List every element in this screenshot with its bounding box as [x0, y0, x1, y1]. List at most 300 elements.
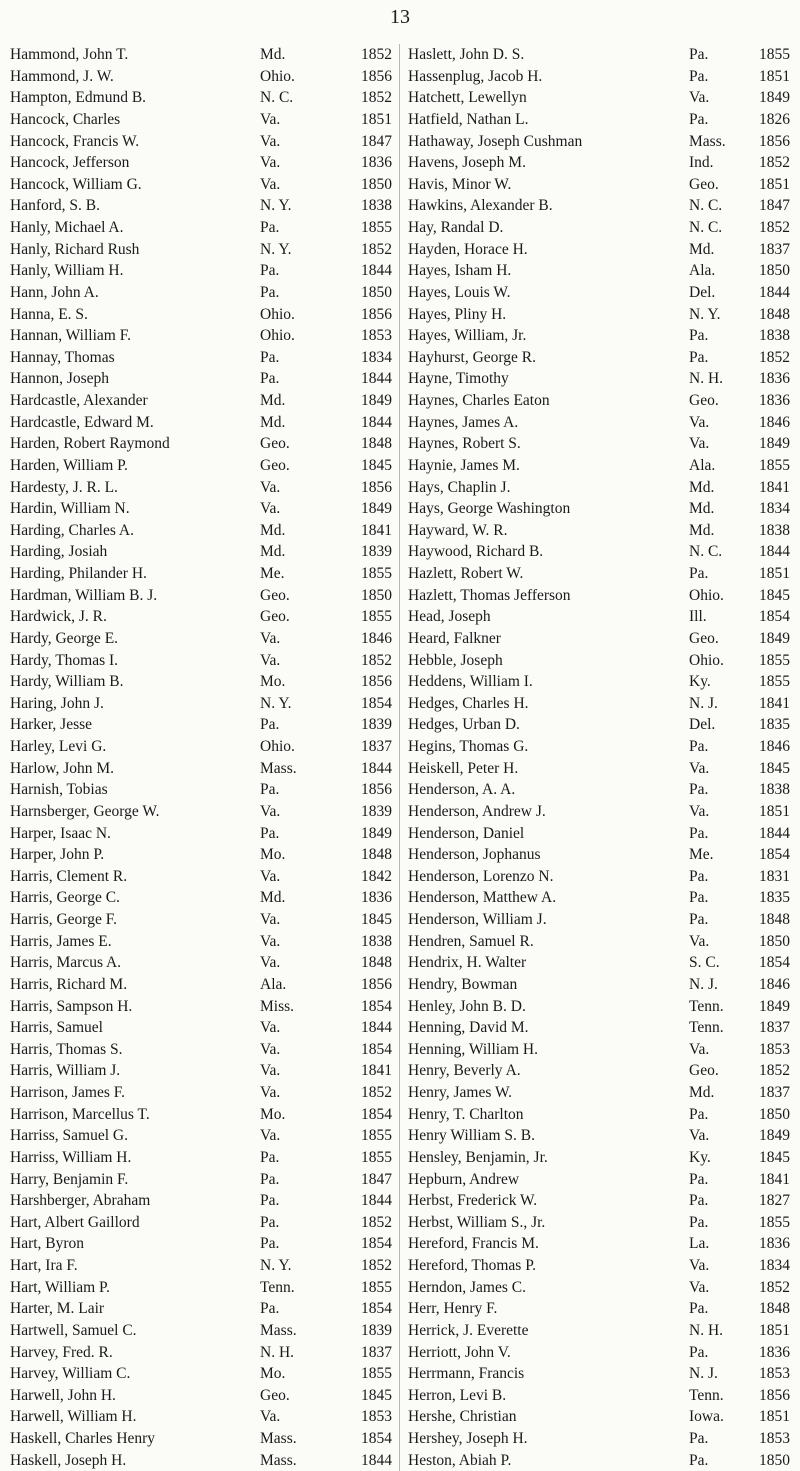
- register-entry: [406, 887, 794, 909]
- entry-year: 1838: [759, 781, 790, 799]
- entry-name: Herriott, John V.: [408, 1343, 511, 1361]
- entry-state: Geo.: [689, 175, 719, 193]
- entry-year: 1848: [759, 1300, 790, 1318]
- entry-name: Henderson, A. A.: [408, 781, 516, 799]
- entry-year: 1839: [361, 1321, 392, 1339]
- register-entry: [10, 87, 399, 109]
- entry-name: Hancock, William G.: [10, 175, 142, 193]
- entry-year: 1854: [361, 1040, 392, 1058]
- entry-year: 1855: [759, 46, 790, 63]
- entry-state: Pa.: [260, 262, 280, 280]
- entry-year: 1852: [759, 348, 790, 366]
- entry-name: Hepburn, Andrew: [408, 1170, 520, 1188]
- entry-name: Hanford, S. B.: [10, 197, 100, 215]
- entry-name: Hazlett, Thomas Jefferson: [408, 586, 571, 604]
- register-entry: [406, 1320, 794, 1342]
- entry-name: Hancock, Charles: [10, 110, 121, 128]
- entry-name: Haynes, James A.: [408, 413, 519, 431]
- entry-state: Pa.: [689, 1343, 709, 1361]
- entry-year: 1837: [361, 1343, 392, 1361]
- entry-name: Harwell, William H.: [10, 1408, 137, 1426]
- entry-state: Pa.: [260, 716, 280, 734]
- entry-year: 1855: [361, 1148, 392, 1166]
- entry-year: 1839: [361, 802, 392, 820]
- register-entry: [406, 325, 794, 347]
- entry-name: Harriss, William H.: [10, 1148, 132, 1166]
- entry-state: Va.: [260, 132, 281, 150]
- entry-year: 1836: [759, 392, 790, 409]
- entry-year: 1841: [361, 521, 392, 539]
- entry-state: Ill.: [689, 608, 707, 626]
- entry-state: Va.: [260, 478, 281, 496]
- entry-name: Hammond, J. W.: [10, 67, 114, 85]
- register-entry: [10, 412, 399, 434]
- entry-name: Hathaway, Joseph Cushman: [408, 132, 583, 150]
- entry-name: Henley, John B. D.: [408, 997, 526, 1015]
- entry-state: Va.: [689, 413, 710, 431]
- entry-state: Md.: [260, 889, 286, 907]
- entry-name: Hann, John A.: [10, 283, 99, 301]
- entry-year: 1827: [759, 1192, 790, 1210]
- register-entry: [10, 1450, 399, 1471]
- register-entry: [10, 585, 399, 607]
- entry-year: 1856: [759, 1386, 790, 1404]
- entry-year: 1854: [361, 694, 392, 712]
- entry-name: Hedges, Urban D.: [408, 716, 520, 734]
- entry-year: 1854: [361, 1430, 392, 1447]
- entry-name: Hardesty, J. R. L.: [10, 478, 118, 496]
- entry-year: 1844: [361, 370, 392, 388]
- entry-name: Henry, T. Charlton: [408, 1105, 524, 1123]
- entry-year: 1836: [759, 1343, 790, 1361]
- register-entry: [406, 1060, 794, 1082]
- entry-name: Harden, William P.: [10, 456, 128, 474]
- entry-year: 1855: [759, 651, 790, 669]
- entry-state: Ala.: [260, 975, 287, 993]
- entry-year: 1841: [759, 478, 790, 496]
- entry-year: 1855: [361, 1278, 392, 1296]
- entry-state: N. H.: [689, 1321, 724, 1339]
- entry-year: 1844: [361, 1192, 392, 1210]
- entry-state: Md.: [689, 521, 715, 539]
- entry-state: Miss.: [260, 997, 295, 1015]
- entry-year: 1841: [759, 1170, 790, 1188]
- entry-state: Mass.: [260, 1321, 297, 1339]
- entry-name: Havens, Joseph M.: [408, 154, 526, 172]
- entry-state: Pa.: [260, 1235, 280, 1253]
- entry-name: Henderson, William J.: [408, 911, 547, 928]
- register-entry: [406, 498, 794, 520]
- entry-state: Geo.: [260, 586, 290, 604]
- entry-state: N. Y.: [260, 694, 292, 712]
- register-entry: [406, 1190, 794, 1212]
- entry-name: Harwell, John H.: [10, 1386, 116, 1404]
- entry-name: Hendrix, H. Walter: [408, 954, 527, 972]
- entry-name: Hereford, Thomas P.: [408, 1257, 536, 1274]
- entry-state: Va.: [260, 110, 281, 128]
- entry-state: Ohio.: [260, 738, 295, 755]
- entry-state: Pa.: [260, 348, 280, 366]
- entry-year: 1855: [759, 1213, 790, 1231]
- entry-year: 1834: [361, 348, 392, 366]
- entry-state: N. J.: [689, 975, 718, 993]
- register-entry: [10, 390, 399, 412]
- register-entry: [406, 758, 794, 780]
- register-entry: [406, 996, 794, 1018]
- register-entry: [406, 866, 794, 888]
- entry-state: Va.: [689, 1257, 710, 1274]
- entry-state: Me.: [260, 565, 285, 582]
- entry-name: Hardin, William N.: [10, 500, 130, 518]
- entry-state: Pa.: [260, 370, 280, 388]
- register-entry: [10, 1363, 399, 1385]
- entry-year: 1850: [759, 1105, 790, 1123]
- entry-year: 1838: [361, 932, 392, 950]
- register-entry: [10, 174, 399, 196]
- entry-year: 1855: [361, 565, 392, 582]
- entry-year: 1854: [361, 997, 392, 1015]
- entry-year: 1854: [361, 1300, 392, 1318]
- entry-state: Tenn.: [689, 997, 724, 1015]
- entry-state: Ky.: [689, 1148, 711, 1166]
- entry-state: Pa.: [689, 1430, 709, 1447]
- entry-name: Hampton, Edmund B.: [10, 89, 147, 107]
- entry-state: Va.: [260, 911, 281, 928]
- register-entry: [406, 1082, 794, 1104]
- entry-year: 1849: [759, 997, 790, 1015]
- entry-year: 1841: [361, 1062, 392, 1080]
- entry-year: 1826: [759, 110, 790, 128]
- register-entry: [406, 541, 794, 563]
- register-entry: [10, 1298, 399, 1320]
- entry-name: Harris, Sampson H.: [10, 997, 133, 1015]
- entry-year: 1844: [361, 759, 392, 777]
- register-entry: [10, 195, 399, 217]
- entry-name: Hendren, Samuel R.: [408, 932, 534, 950]
- entry-year: 1853: [759, 1365, 790, 1383]
- entry-state: Mass.: [260, 1430, 297, 1447]
- entry-state: Geo.: [689, 629, 719, 647]
- entry-name: Haynes, Robert S.: [408, 435, 521, 453]
- entry-state: N. J.: [689, 694, 718, 712]
- register-entry: [10, 1342, 399, 1364]
- entry-name: Harvey, William C.: [10, 1365, 131, 1383]
- entry-year: 1849: [759, 89, 790, 107]
- entry-year: 1851: [361, 110, 392, 128]
- entry-name: Hershe, Christian: [408, 1408, 517, 1426]
- register-entry: [10, 1190, 399, 1212]
- entry-name: Harris, William J.: [10, 1062, 121, 1080]
- entry-year: 1852: [759, 1278, 790, 1296]
- entry-year: 1844: [361, 1451, 392, 1469]
- entry-name: Hayes, Louis W.: [408, 283, 511, 301]
- entry-year: 1845: [361, 911, 392, 928]
- entry-name: Hart, Ira F.: [10, 1257, 78, 1274]
- register-entry: [10, 325, 399, 347]
- entry-name: Henderson, Andrew J.: [408, 802, 546, 820]
- entry-year: 1852: [759, 154, 790, 172]
- register-entry: [10, 1125, 399, 1147]
- register-entry: [406, 1298, 794, 1320]
- entry-name: Harlow, John M.: [10, 759, 115, 777]
- entry-name: Heard, Falkner: [408, 629, 501, 647]
- register-entry: [406, 239, 794, 261]
- entry-state: N. H.: [689, 370, 724, 388]
- register-entry: [406, 606, 794, 628]
- entry-state: Va.: [689, 1127, 710, 1145]
- register-entry: [406, 1125, 794, 1147]
- entry-name: Harriss, Samuel G.: [10, 1127, 128, 1145]
- entry-state: S. C.: [689, 954, 720, 972]
- entry-state: Pa.: [689, 46, 709, 63]
- entry-state: N. Y.: [260, 240, 292, 258]
- entry-year: 1851: [759, 175, 790, 193]
- entry-state: Pa.: [689, 889, 709, 907]
- entry-state: Va.: [260, 1040, 281, 1058]
- register-entry: [10, 606, 399, 628]
- entry-name: Hart, William P.: [10, 1278, 110, 1296]
- entry-name: Hereford, Francis M.: [408, 1235, 539, 1253]
- register-entry: [406, 174, 794, 196]
- register-entry: [10, 887, 399, 909]
- entry-name: Hedges, Charles H.: [408, 694, 529, 712]
- entry-year: 1852: [361, 1084, 392, 1101]
- entry-name: Harrison, James F.: [10, 1084, 125, 1101]
- entry-state: Pa.: [689, 824, 709, 842]
- entry-state: Pa.: [689, 110, 709, 128]
- entry-state: Pa.: [689, 911, 709, 928]
- entry-year: 1842: [361, 867, 392, 885]
- entry-name: Harris, Samuel: [10, 1019, 103, 1037]
- entry-name: Hassenplug, Jacob H.: [408, 67, 543, 85]
- entry-year: 1845: [759, 586, 790, 604]
- entry-state: Mo.: [260, 846, 286, 864]
- entry-name: Hart, Byron: [10, 1235, 85, 1253]
- entry-state: Va.: [260, 1019, 281, 1037]
- entry-name: Herbst, William S., Jr.: [408, 1213, 546, 1231]
- entry-state: Ala.: [689, 262, 716, 280]
- entry-name: Harding, Philander H.: [10, 565, 147, 582]
- entry-year: 1845: [759, 759, 790, 777]
- register-entry: [10, 131, 399, 153]
- entry-name: Haskell, Joseph H.: [10, 1451, 127, 1469]
- entry-year: 1846: [759, 413, 790, 431]
- entry-name: Henry, Beverly A.: [408, 1062, 521, 1080]
- entry-year: 1848: [361, 846, 392, 864]
- register-entry: [406, 455, 794, 477]
- entry-name: Harris, George F.: [10, 911, 117, 928]
- entry-name: Harter, M. Lair: [10, 1300, 105, 1318]
- entry-year: 1836: [759, 370, 790, 388]
- register-entry: [406, 390, 794, 412]
- entry-state: Geo.: [260, 435, 290, 453]
- register-entry: [406, 801, 794, 823]
- entry-name: Hayes, William, Jr.: [408, 327, 527, 345]
- register-entry: [10, 1017, 399, 1039]
- entry-state: Va.: [260, 867, 281, 885]
- register-entry: [406, 844, 794, 866]
- entry-year: 1853: [361, 1408, 392, 1426]
- register-entry: [10, 541, 399, 563]
- entry-year: 1854: [361, 1235, 392, 1253]
- register-entry: [406, 520, 794, 542]
- entry-year: 1852: [361, 651, 392, 669]
- entry-name: Haynes, Charles Eaton: [408, 392, 550, 409]
- entry-state: Pa.: [689, 348, 709, 366]
- entry-year: 1853: [361, 327, 392, 345]
- entry-name: Hensley, Benjamin, Jr.: [408, 1148, 548, 1166]
- entry-name: Hammond, John T.: [10, 46, 129, 63]
- entry-year: 1850: [361, 175, 392, 193]
- register-entry: [10, 650, 399, 672]
- entry-state: Va.: [689, 435, 710, 453]
- register-columns: [10, 44, 794, 1471]
- entry-year: 1850: [361, 586, 392, 604]
- entry-year: 1854: [759, 846, 790, 864]
- entry-year: 1856: [361, 781, 392, 799]
- entry-year: 1850: [759, 262, 790, 280]
- register-entry: [406, 66, 794, 88]
- entry-name: Head, Joseph: [408, 608, 491, 626]
- register-entry: [10, 520, 399, 542]
- register-entry: [10, 239, 399, 261]
- entry-name: Hanly, Michael A.: [10, 219, 124, 236]
- entry-year: 1849: [361, 500, 392, 518]
- entry-name: Hayes, Isham H.: [408, 262, 512, 280]
- entry-name: Henning, William H.: [408, 1040, 538, 1058]
- left-column: [10, 44, 400, 1471]
- entry-name: Hays, George Washington: [408, 500, 571, 518]
- entry-state: Md.: [260, 543, 286, 561]
- entry-state: Pa.: [689, 1451, 709, 1469]
- entry-year: 1854: [361, 1105, 392, 1123]
- entry-state: Md.: [689, 478, 715, 496]
- register-entry: [406, 931, 794, 953]
- entry-state: Va.: [689, 89, 710, 107]
- entry-year: 1846: [759, 738, 790, 755]
- entry-name: Heiskell, Peter H.: [408, 759, 519, 777]
- register-entry: [406, 412, 794, 434]
- entry-name: Hegins, Thomas G.: [408, 738, 529, 755]
- entry-year: 1837: [759, 1019, 790, 1037]
- register-entry: [406, 87, 794, 109]
- entry-year: 1856: [759, 132, 790, 150]
- entry-state: Mo.: [260, 673, 286, 691]
- entry-state: Mo.: [260, 1365, 286, 1383]
- entry-name: Herrmann, Francis: [408, 1365, 525, 1383]
- entry-year: 1846: [759, 975, 790, 993]
- entry-state: Geo.: [260, 1386, 290, 1404]
- entry-state: Va.: [260, 1062, 281, 1080]
- entry-year: 1852: [759, 1062, 790, 1080]
- entry-name: Hardcastle, Edward M.: [10, 413, 154, 431]
- entry-year: 1856: [361, 975, 392, 993]
- register-entry: [10, 909, 399, 931]
- entry-name: Hazlett, Robert W.: [408, 565, 524, 582]
- register-entry: [10, 455, 399, 477]
- entry-year: 1831: [759, 867, 790, 885]
- entry-year: 1834: [759, 1257, 790, 1274]
- entry-year: 1850: [759, 932, 790, 950]
- entry-name: Harris, Richard M.: [10, 975, 128, 993]
- entry-state: Va.: [260, 1084, 281, 1101]
- entry-name: Hay, Randal D.: [408, 219, 504, 236]
- page-number: 13: [390, 6, 410, 28]
- entry-name: Hardy, William B.: [10, 673, 124, 691]
- entry-state: N. C.: [689, 219, 723, 236]
- entry-state: Ohio.: [260, 305, 295, 323]
- entry-year: 1851: [759, 1321, 790, 1339]
- entry-state: Va.: [260, 932, 281, 950]
- register-entry: [10, 1406, 399, 1428]
- entry-year: 1838: [361, 197, 392, 215]
- entry-year: 1836: [361, 154, 392, 172]
- entry-name: Hart, Albert Gaillord: [10, 1213, 140, 1231]
- entry-year: 1854: [759, 954, 790, 972]
- entry-state: Ky.: [689, 673, 711, 691]
- register-entry: [10, 779, 399, 801]
- entry-year: 1844: [361, 1019, 392, 1037]
- entry-year: 1844: [759, 543, 790, 561]
- entry-name: Hannon, Joseph: [10, 370, 110, 388]
- entry-name: Harden, Robert Raymond: [10, 435, 170, 453]
- register-entry: [10, 368, 399, 390]
- entry-state: Va.: [260, 1127, 281, 1145]
- register-entry: [406, 131, 794, 153]
- register-entry: [406, 1385, 794, 1407]
- register-entry: [406, 585, 794, 607]
- entry-state: Pa.: [689, 67, 709, 85]
- entry-name: Hershey, Joseph H.: [408, 1430, 528, 1447]
- entry-year: 1847: [759, 197, 790, 215]
- entry-name: Harris, Clement R.: [10, 867, 128, 885]
- register-entry: [406, 952, 794, 974]
- entry-year: 1850: [759, 1451, 790, 1469]
- entry-year: 1856: [361, 67, 392, 85]
- entry-name: Hanly, Richard Rush: [10, 240, 140, 258]
- entry-state: Md.: [260, 46, 286, 63]
- entry-year: 1847: [361, 132, 392, 150]
- entry-name: Hendry, Bowman: [408, 975, 518, 993]
- entry-name: Henning, David M.: [408, 1019, 529, 1037]
- entry-name: Hays, Chaplin J.: [408, 478, 511, 496]
- entry-state: Me.: [689, 846, 714, 864]
- entry-state: Pa.: [689, 327, 709, 345]
- entry-year: 1839: [361, 543, 392, 561]
- entry-name: Harvey, Fred. R.: [10, 1343, 113, 1361]
- entry-state: Iowa.: [689, 1408, 724, 1426]
- register-entry: [406, 1104, 794, 1126]
- entry-year: 1845: [759, 1148, 790, 1166]
- entry-name: Herbst, Frederick W.: [408, 1192, 538, 1210]
- entry-state: Tenn.: [689, 1019, 724, 1037]
- entry-name: Hanly, William H.: [10, 262, 124, 280]
- entry-year: 1845: [361, 1386, 392, 1404]
- entry-name: Harris, Thomas S.: [10, 1040, 123, 1058]
- register-entry: [406, 347, 794, 369]
- register-entry: [10, 866, 399, 888]
- register-entry: [10, 1147, 399, 1169]
- entry-state: Geo.: [689, 1062, 719, 1080]
- entry-name: Harris, James E.: [10, 932, 112, 950]
- entry-name: Harley, Levi G.: [10, 738, 107, 755]
- entry-state: Mass.: [689, 132, 726, 150]
- entry-state: Va.: [260, 154, 281, 172]
- register-entry: [10, 693, 399, 715]
- register-entry: [406, 304, 794, 326]
- register-entry: [10, 282, 399, 304]
- entry-name: Hebble, Joseph: [408, 651, 503, 669]
